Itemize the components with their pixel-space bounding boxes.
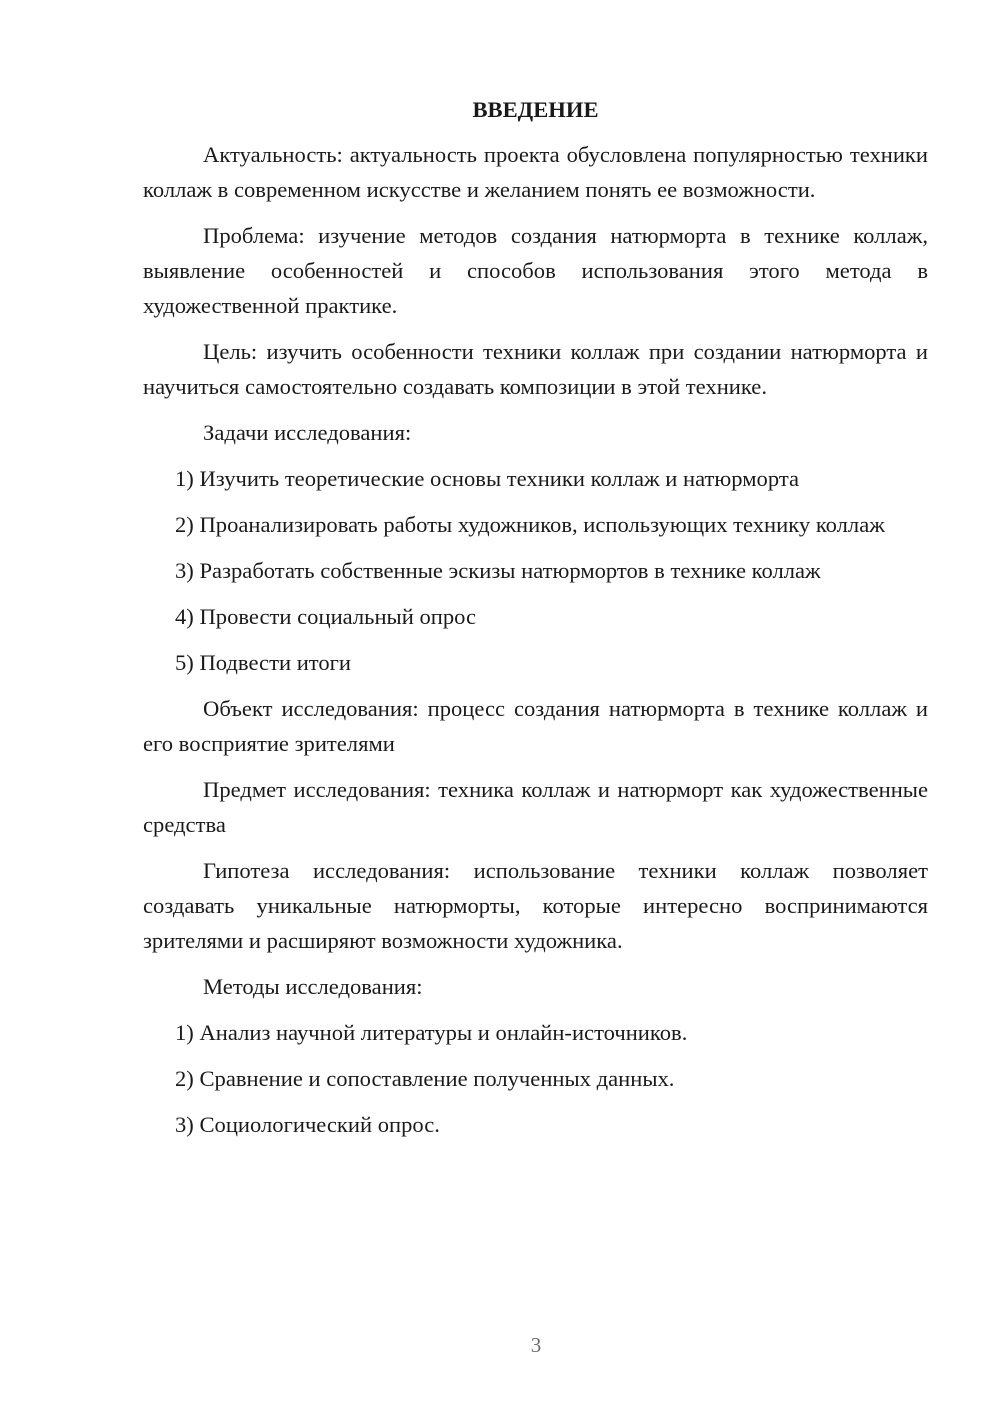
method-item-1: 1) Анализ научной литературы и онлайн-источников. — [175, 1020, 688, 1045]
paragraph-hypothesis: Гипотеза исследования: использование техники коллаж позволяет создавать уникальные натюрморты, которые интересно воспринимаются зрителями и расширяют возможности художника. — [143, 858, 928, 953]
task-item-1: 1) Изучить теоретические основы техники коллаж и натюрморта — [175, 466, 800, 491]
task-item-2: 2) Проанализировать работы художников, использующих технику коллаж — [175, 512, 885, 537]
page-content — [143, 95, 928, 1153]
page-title: ВВЕДЕНИЕ — [472, 97, 599, 122]
methods-heading: Методы исследования: — [203, 974, 423, 999]
paragraph-object: Объект исследования: процесс создания натюрморта в технике коллаж и его восприятие зрителями — [143, 696, 928, 756]
paragraph-subject: Предмет исследования: техника коллаж и натюрморт как художественные средства — [143, 777, 928, 837]
task-item-5: 5) Подвести итоги — [175, 650, 352, 675]
paragraph-problem: Проблема: изучение методов создания натюрморта в технике коллаж, выявление особенностей и способов использования этого метода в художественной практике. — [143, 223, 928, 318]
paragraph-goal: Цель: изучить особенности техники коллаж при создании натюрморта и научиться самостоятельно создавать композиции в этой технике. — [143, 339, 928, 399]
method-item-3: 3) Социологический опрос. — [175, 1112, 440, 1137]
method-item-2: 2) Сравнение и сопоставление полученных данных. — [175, 1066, 675, 1091]
paragraph-relevance: Актуальность: актуальность проекта обусловлена популярностью техники коллаж в современном искусстве и желанием понять ее возможности. — [143, 142, 928, 202]
task-item-3: 3) Разработать собственные эскизы натюрмортов в технике коллаж — [175, 558, 821, 583]
page-number: 3 — [530, 1333, 542, 1357]
task-item-4: 4) Провести социальный опрос — [175, 604, 477, 629]
tasks-heading: Задачи исследования: — [203, 420, 412, 445]
